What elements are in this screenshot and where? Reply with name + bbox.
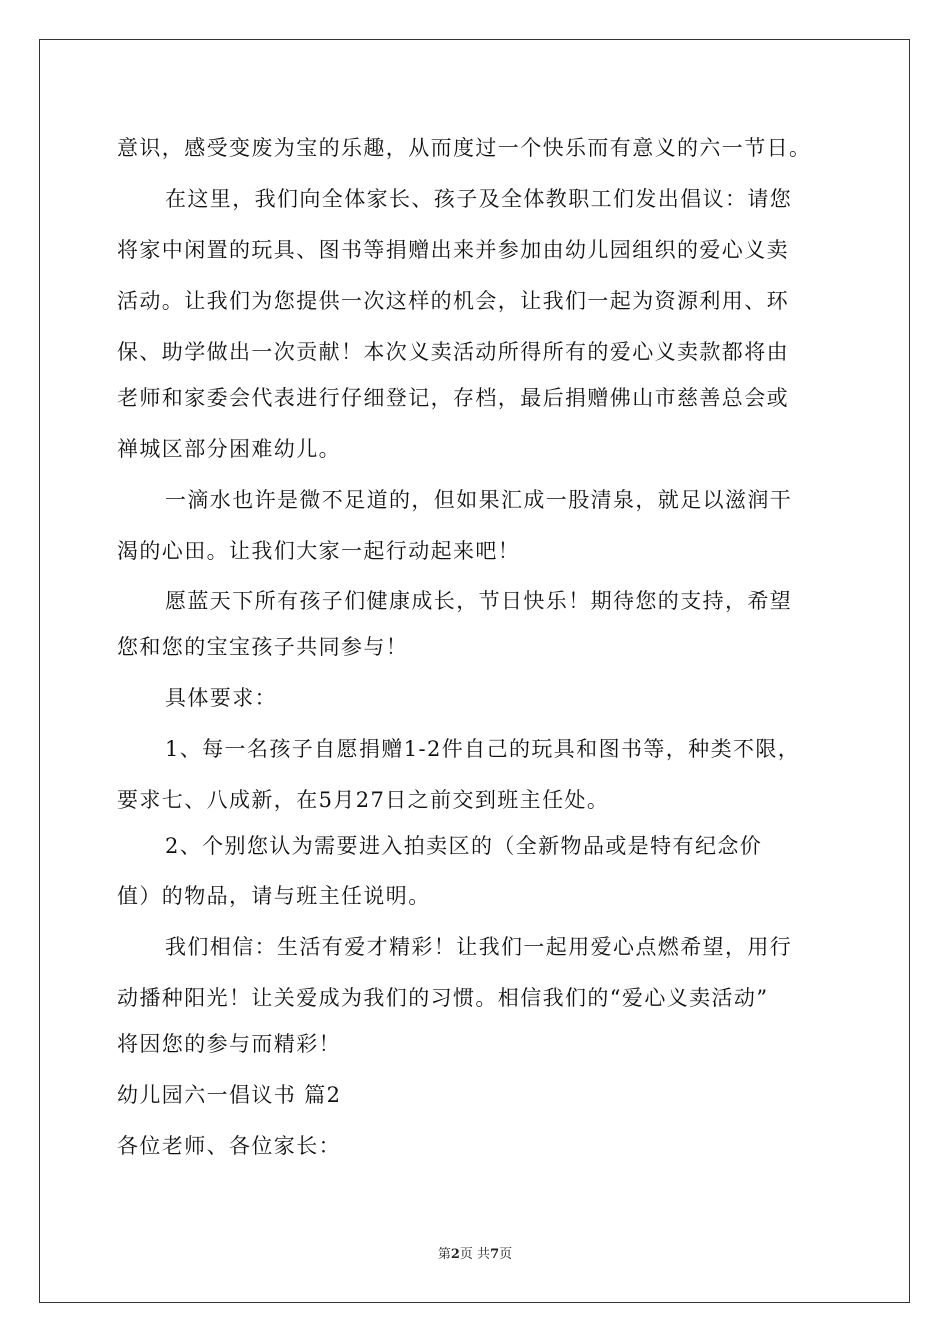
- page-frame: [39, 39, 910, 1303]
- text-line: 活动。让我们为您提供一次这样的机会，让我们一起为资源利用、环: [117, 289, 789, 313]
- text-line: 1、每一名孩子自愿捐赠1-2件自己的玩具和图书等，种类不限，: [165, 737, 801, 761]
- text-line: 将家中闲置的玩具、图书等捐赠出来并参加由幼儿园组织的爱心义卖: [117, 238, 789, 262]
- text-line: 老师和家委会代表进行仔细登记，存档，最后捐赠佛山市慈善总会或: [117, 386, 789, 410]
- page-total: 7: [490, 1247, 500, 1262]
- text-line: 渴的心田。让我们大家一起行动起来吧！: [117, 539, 521, 563]
- salutation: 各位老师、各位家长：: [117, 1134, 341, 1158]
- text-line: 要求七、八成新，在5月27日之前交到班主任处。: [117, 788, 610, 812]
- text-line: 愿蓝天下所有孩子们健康成长，节日快乐！期待您的支持，希望: [165, 589, 793, 613]
- text-line: 在这里，我们向全体家长、孩子及全体教职工们发出倡议：请您: [165, 187, 793, 211]
- footer-mid: 页 共: [459, 1247, 491, 1262]
- text-line: 保、助学做出一次贡献！本次义卖活动所得所有的爱心义卖款都将由: [117, 340, 789, 364]
- page-number: 2: [450, 1247, 460, 1262]
- text-line: 意识，感受变废为宝的乐趣，从而度过一个快乐而有意义的六一节日。: [117, 136, 812, 160]
- text-line: 我们相信：生活有爱才精彩！让我们一起用爱心点燃希望，用行: [165, 935, 793, 959]
- text-line: 一滴水也许是微不足道的，但如果汇成一股清泉，就足以滋润干: [165, 488, 793, 512]
- text-line: 将因您的参与而精彩！: [117, 1032, 341, 1056]
- text-line: 值）的物品，请与班主任说明。: [117, 884, 431, 908]
- text-line: 动播种阳光！让关爱成为我们的习惯。相信我们的“爱心义卖活动”: [117, 986, 769, 1010]
- text-line: 2、个别您认为需要进入拍卖区的（全新物品或是特有纪念价: [165, 834, 763, 858]
- text-line: 禅城区部分困难幼儿。: [117, 437, 341, 461]
- footer-prefix: 第: [437, 1247, 451, 1262]
- text-line: 具体要求：: [165, 686, 277, 710]
- text-line: 您和您的宝宝孩子共同参与！: [117, 635, 409, 659]
- footer-suffix: 页: [499, 1247, 513, 1262]
- section-heading: 幼儿园六一倡议书 篇2: [117, 1083, 342, 1107]
- page-footer: [0, 1246, 950, 1264]
